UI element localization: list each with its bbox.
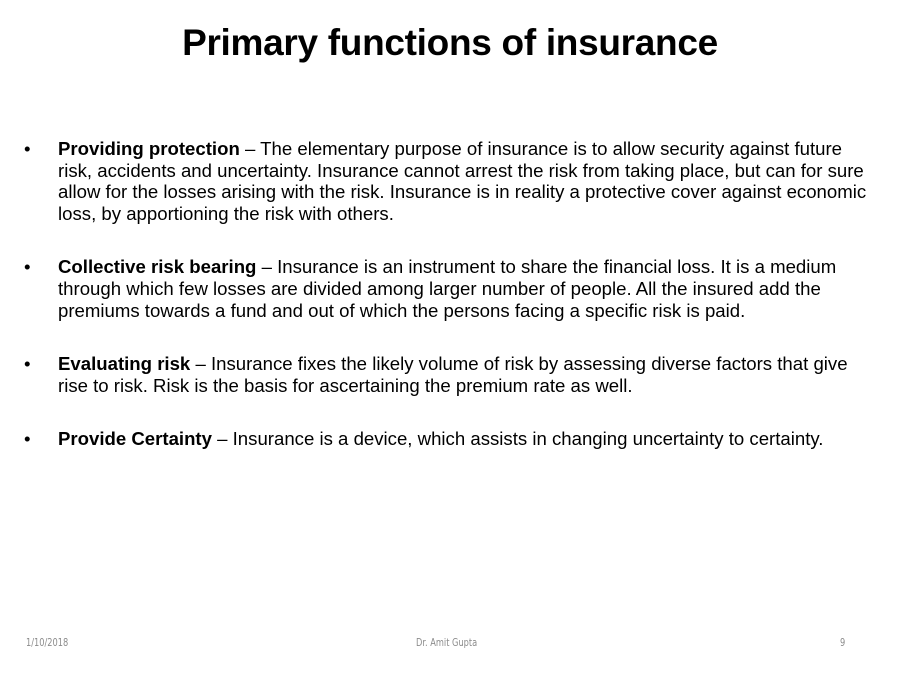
slide-title: Primary functions of insurance — [182, 22, 718, 63]
bullet-text: – Insurance is an instrument to share the financial loss. It is a medium through which few losses are divided among larger number of people. All the insured add the premiums towards a fund and out of which the persons facing a specific risk is paid. — [58, 256, 837, 321]
footer-page-number: 9 — [840, 636, 846, 649]
bullet-term: Providing protection — [58, 138, 240, 159]
bullet-icon: • — [24, 256, 31, 278]
bullet-text: – Insurance is a device, which assists in changing uncertainty to certainty. — [211, 428, 824, 450]
bullet-icon: • — [24, 428, 31, 450]
bullet-icon: • — [24, 353, 31, 375]
bullet-term: Collective risk bearing — [58, 256, 257, 278]
bullet-list — [24, 138, 874, 482]
bullet-term: Evaluating risk — [58, 353, 191, 375]
bullet-item — [24, 353, 874, 396]
bullet-icon: • — [24, 138, 31, 159]
bullet-text: – The elementary purpose of insurance is to allow security against future risk, accidents and uncertainty. Insurance cannot arrest the risk from taking place, but can for sure allow for the losses arising with the risk. Insurance is in reality a protective cover against economic loss, by apportioning the risk with others. — [58, 138, 867, 224]
bullet-term: Provide Certainty — [58, 428, 212, 450]
footer-author: Dr. Amit Gupta — [416, 636, 478, 649]
footer-date: 1/10/2018 — [26, 636, 69, 649]
bullet-item — [24, 428, 874, 450]
bullet-item — [24, 256, 874, 321]
bullet-item — [24, 138, 874, 224]
bullet-text: – Insurance fixes the likely volume of risk by assessing diverse factors that give rise to risk. Risk is the basis for ascertaining the premium rate as well. — [58, 353, 848, 396]
